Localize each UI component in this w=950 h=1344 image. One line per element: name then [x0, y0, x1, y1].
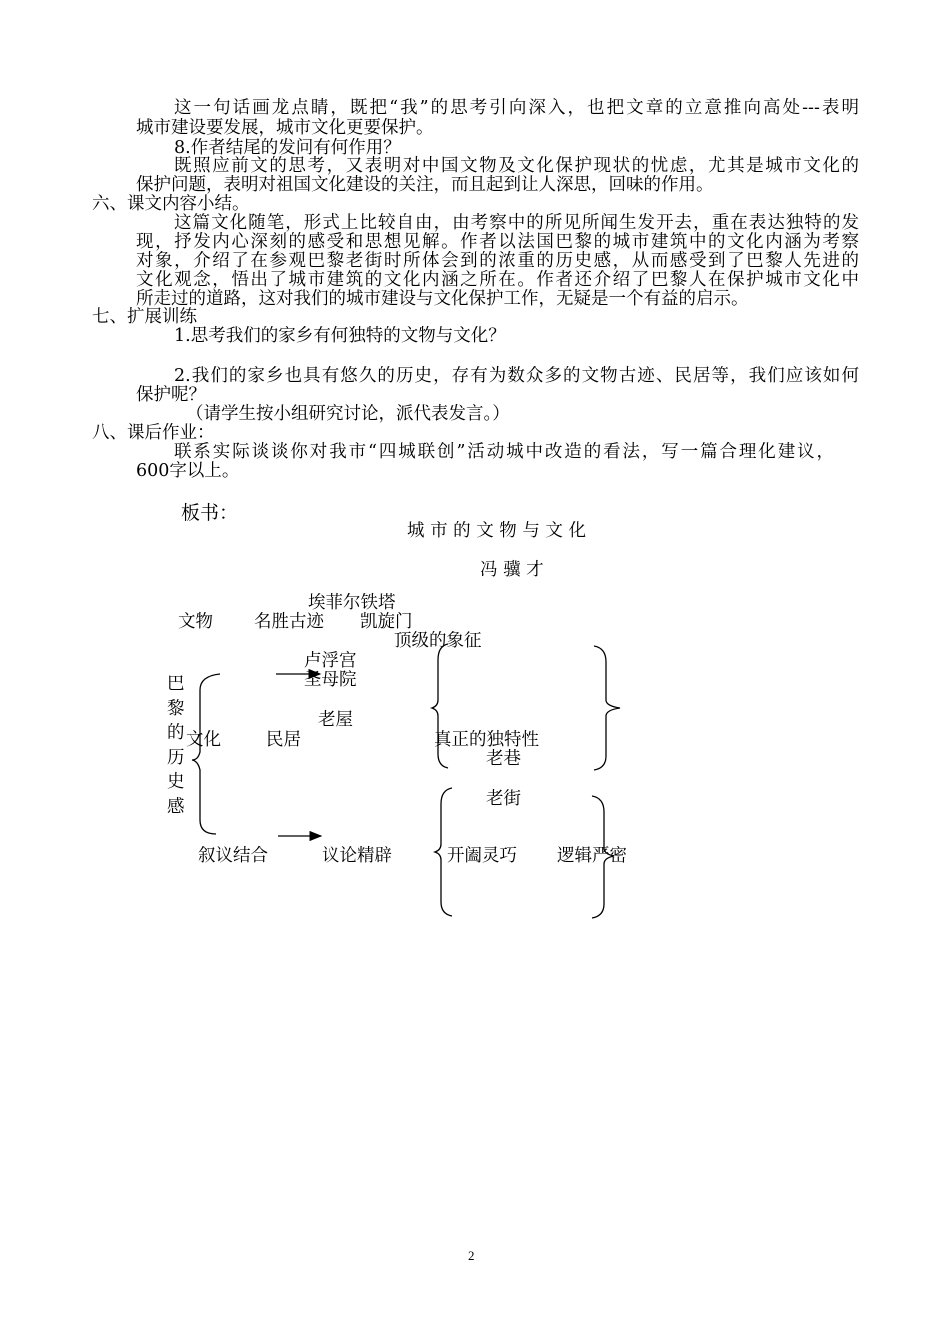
body-text-line: 这一句话画龙点睛，既把“我”的思考引向深入，也把文章的立意推向高处---表明 [174, 98, 859, 118]
node-open-close: 开阖灵巧 [447, 846, 517, 866]
node-unique: 真正的独特性 [434, 730, 539, 750]
board-label: 板书： [181, 502, 239, 524]
node-argue: 议论精辟 [322, 846, 392, 866]
body-text-line: 城市建设要发展，城市文化更要保护。 [136, 118, 434, 138]
node-logic: 逻辑严密 [557, 846, 627, 866]
node-wenwu: 文物 [178, 612, 213, 632]
node-old-house: 老屋 [318, 710, 353, 730]
homework-text: 联系实际谈谈你对我市“四城联创”活动城中改造的看法，写一篇合理化建议， [174, 442, 834, 462]
node-old-street: 老街 [486, 789, 521, 809]
close-brace [594, 646, 620, 770]
body-text-line: 保护问题，表明对祖国文化建设的关注，而且起到让人深思，回味的作用。 [136, 175, 714, 195]
node-mingsheng: 名胜古迹 [254, 612, 324, 632]
node-louvre: 卢浮宫 [304, 651, 357, 671]
board-author: 冯 骥 才 [480, 560, 544, 580]
node-top-symbol: 顶级的象征 [394, 631, 482, 651]
exercise-2-cont: 保护呢？ [136, 385, 206, 405]
close-brace [592, 796, 614, 918]
node-old-lane: 老巷 [486, 749, 521, 769]
node-minju: 民居 [266, 730, 301, 750]
exercise-note: （请学生按小组研究讨论，派代表发言。） [186, 404, 510, 424]
body-text-line: 既照应前文的思考，又表明对中国文物及文化保护现状的忧虑，尤其是城市文化的 [174, 156, 859, 176]
node-notre-dame: 圣母院 [304, 670, 357, 690]
node-arc: 凯旋门 [360, 612, 413, 632]
node-eiffel: 埃菲尔铁塔 [308, 593, 396, 613]
node-wenhua: 文化 [186, 730, 221, 750]
vertical-label: 巴黎的历史感 [167, 674, 185, 817]
homework-text-cont: 600字以上。 [136, 461, 240, 481]
exercise-2: 2.我们的家乡也具有悠久的历史，存有为数众多的文物古迹、民居等，我们应该如何 [174, 366, 859, 386]
board-title: 城 市 的 文 物 与 文 化 [407, 521, 586, 541]
open-brace [432, 644, 448, 768]
section-heading-6: 六、课文内容小结。 [92, 194, 250, 214]
left-brace [192, 674, 220, 834]
body-text-line: 现，抒发内心深刻的感受和思想见解。作者以法国巴黎的城市建筑中的文化内涵为考察 [136, 232, 859, 252]
section-heading-7: 七、扩展训练 [92, 307, 197, 327]
section-heading-8: 八、课后作业： [92, 423, 215, 443]
page-number: 2 [468, 1248, 475, 1263]
body-text-line: 这篇文化随笔，形式上比较自由，由考察中的所见所闻生发开去，重在表达独特的发 [174, 213, 859, 233]
body-text-line: 对象，介绍了在参观巴黎老街时所体会到的浓重的历史感，从而感受到了巴黎人先进的 [136, 251, 859, 271]
exercise-1: 1.思考我们的家乡有何独特的文物与文化？ [174, 326, 506, 346]
body-text-line: 所走过的道路，这对我们的城市建设与文化保护工作，无疑是一个有益的启示。 [136, 289, 749, 309]
open-brace [435, 788, 452, 916]
node-narrate: 叙议结合 [198, 846, 268, 866]
body-text-line: 文化观念，悟出了城市建筑的文化内涵之所在。作者还介绍了巴黎人在保护城市文化中 [136, 270, 859, 290]
question-8: 8.作者结尾的发问有何作用？ [174, 138, 401, 158]
